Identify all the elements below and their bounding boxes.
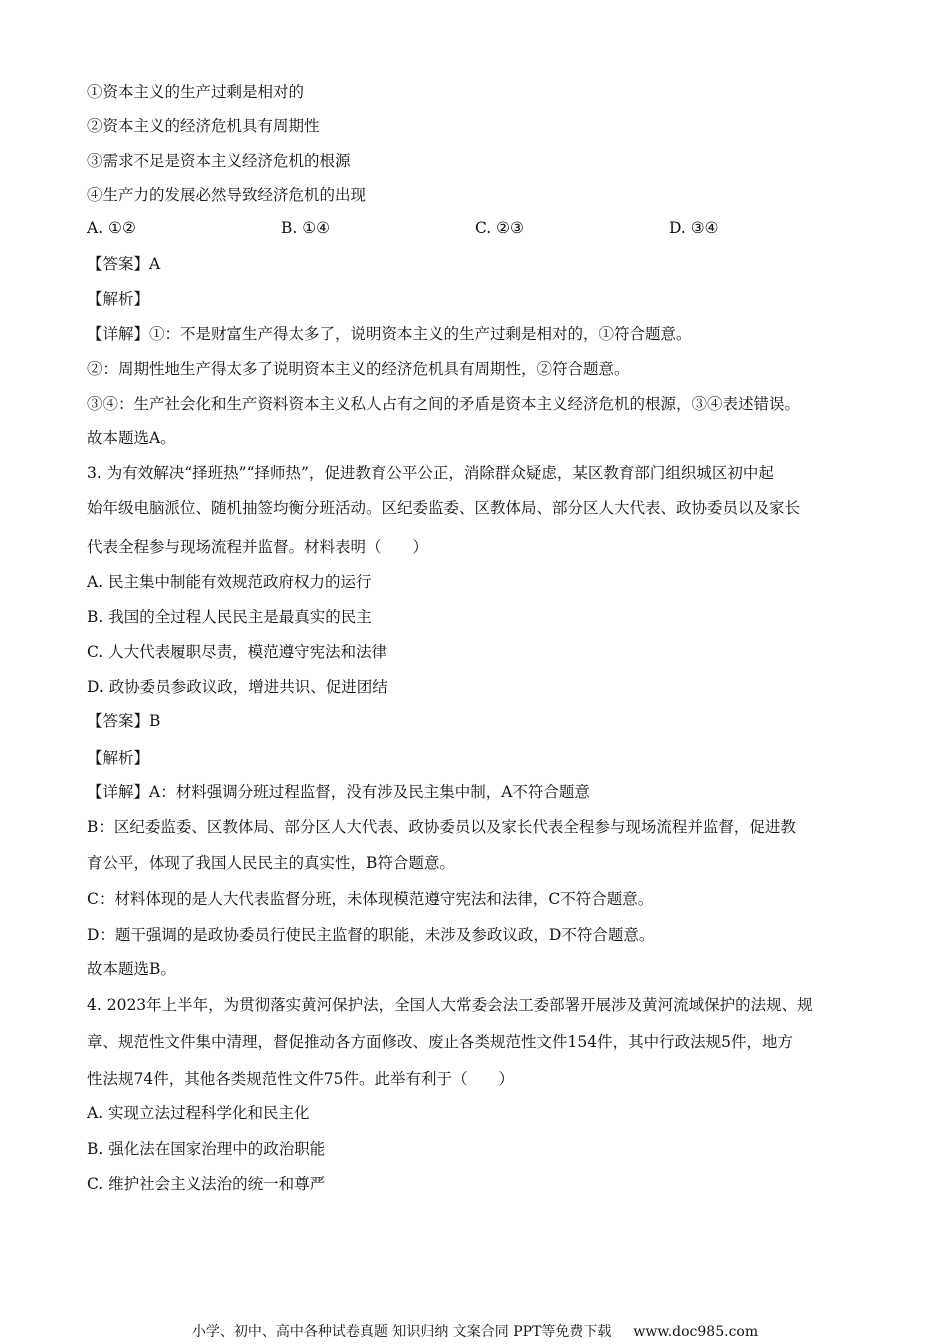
q3-option-b: B. 我国的全过程人民民主是最真实的民主 xyxy=(87,608,372,626)
q4-stem-2: 章、规范性文件集中清理，督促推动各方面修改、废止各类规范性文件154件，其中行政法规5件，地方 xyxy=(87,1033,793,1051)
q2-conclusion: 故本题选A。 xyxy=(87,429,176,447)
page-footer xyxy=(0,1323,950,1341)
q2-option-d: D. ③④ xyxy=(669,219,719,237)
q3-detail-4: C：材料体现的是人大代表监督分班，未体现模范遵守宪法和法律，C不符合题意。 xyxy=(87,890,654,908)
q2-detail-3: ③④：生产社会化和生产资料资本主义私人占有之间的矛盾是资本主义经济危机的根源，③④表述错误。 xyxy=(87,395,801,413)
q3-option-a: A. 民主集中制能有效规范政府权力的运行 xyxy=(87,573,372,591)
q3-detail-2: B：区纪委监委、区教体局、部分区人大代表、政协委员以及家长代表全程参与现场流程并监督，促进教 xyxy=(87,818,796,836)
footer-url[interactable]: www.doc985.com xyxy=(633,1324,759,1340)
q2-statement-1: ①资本主义的生产过剩是相对的 xyxy=(87,83,305,101)
q3-detail-1: 【详解】A：材料强调分班过程监督，没有涉及民主集中制，A不符合题意 xyxy=(87,783,590,801)
footer-text: 小学、初中、高中各种试卷真题 知识归纳 文案合同 PPT等免费下载 xyxy=(191,1324,612,1340)
q3-detail-5: D：题干强调的是政协委员行使民主监督的职能，未涉及参政议政，D不符合题意。 xyxy=(87,926,655,944)
q3-option-d: D. 政协委员参政议政，增进共识、促进团结 xyxy=(87,678,388,696)
q3-analysis-heading: 【解析】 xyxy=(87,749,150,767)
q2-option-b: B. ①④ xyxy=(281,219,331,237)
q4-option-b: B. 强化法在国家治理中的政治职能 xyxy=(87,1140,326,1158)
q2-statement-4: ④生产力的发展必然导致经济危机的出现 xyxy=(87,186,367,204)
q4-option-a: A. 实现立法过程科学化和民主化 xyxy=(87,1104,310,1122)
q2-option-c: C. ②③ xyxy=(475,219,524,237)
q2-detail-1: 【详解】①：不是财富生产得太多了，说明资本主义的生产过剩是相对的，①符合题意。 xyxy=(87,325,692,343)
q3-conclusion: 故本题选B。 xyxy=(87,960,176,978)
q4-stem-3: 性法规74件，其他各类规范性文件75件。此举有利于（ ） xyxy=(87,1070,514,1088)
q2-analysis-heading: 【解析】 xyxy=(87,290,150,308)
q2-options xyxy=(87,219,867,239)
q3-option-c: C. 人大代表履职尽责，模范遵守宪法和法律 xyxy=(87,643,388,661)
q4-stem-1: 4. 2023年上半年，为贯彻落实黄河保护法，全国人大常委会法工委部署开展涉及黄河流域保护的法规、规 xyxy=(87,996,813,1014)
q3-detail-3: 育公平，体现了我国人民民主的真实性，B符合题意。 xyxy=(87,854,455,872)
q3-stem-3: 代表全程参与现场流程并监督。材料表明（ ） xyxy=(87,538,429,556)
q2-detail-2: ②：周期性地生产得太多了说明资本主义的经济危机具有周期性，②符合题意。 xyxy=(87,360,630,378)
q2-statement-3: ③需求不足是资本主义经济危机的根源 xyxy=(87,152,351,170)
q2-statement-2: ②资本主义的经济危机具有周期性 xyxy=(87,117,320,135)
q3-stem-1: 3. 为有效解决“择班热”“择师热”，促进教育公平公正，消除群众疑虑，某区教育部门组织城区初中起 xyxy=(87,464,774,482)
q3-answer: 【答案】B xyxy=(87,712,161,730)
q2-answer: 【答案】A xyxy=(87,255,161,273)
q3-stem-2: 始年级电脑派位、随机抽签均衡分班活动。区纪委监委、区教体局、部分区人大代表、政协委员以及家长 xyxy=(87,499,801,517)
q4-option-c: C. 维护社会主义法治的统一和尊严 xyxy=(87,1175,326,1193)
q2-option-a: A. ①② xyxy=(87,219,136,237)
